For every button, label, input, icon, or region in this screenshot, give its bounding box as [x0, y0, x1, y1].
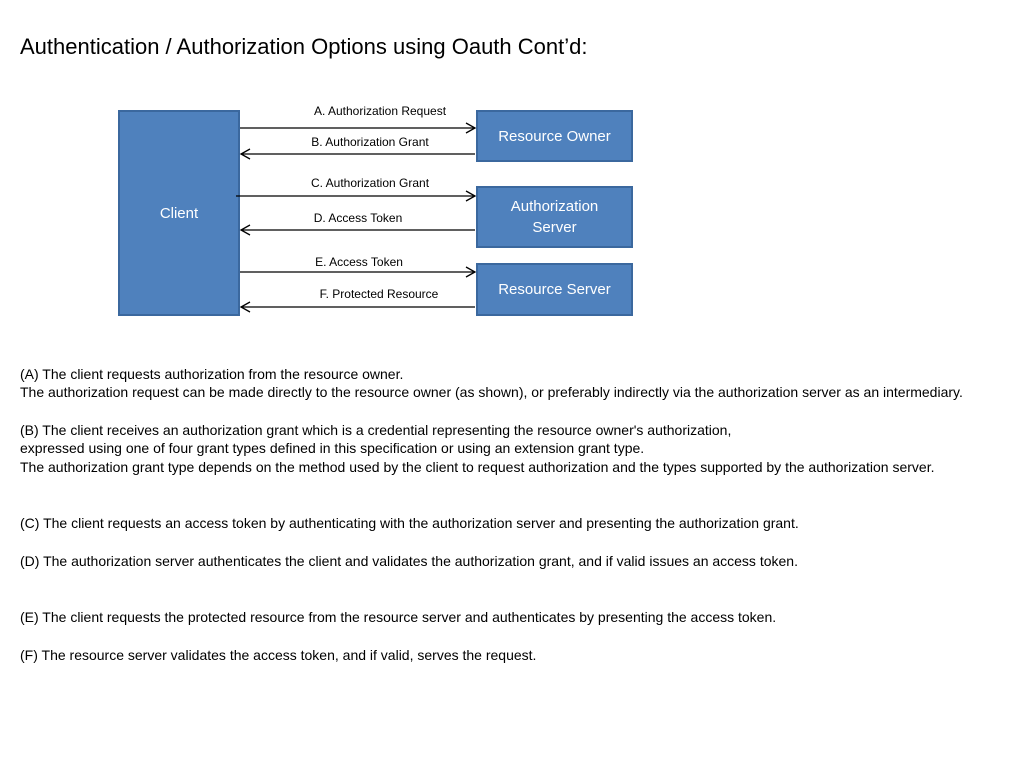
- step-b-line-3: The authorization grant type depends on the method used by the client to request authorization and the types supported by the authorization server.: [20, 459, 935, 475]
- step-a-line-1: (A) The client requests authorization from the resource owner.: [20, 366, 404, 382]
- resource-owner-label: Resource Owner: [498, 127, 611, 145]
- resource-server-label: Resource Server: [498, 281, 611, 298]
- arrow-d-label: D. Access Token: [313, 211, 403, 225]
- step-d-line: (D) The authorization server authenticates the client and validates the authorization grant, and if valid issues an access token.: [20, 553, 798, 569]
- step-c-line: (C) The client requests an access token by authenticating with the authorization server and presenting the authorization grant.: [20, 515, 799, 531]
- step-b-line-1: (B) The client receives an authorization grant which is a credential representing the resource owner's authorization,: [20, 422, 732, 438]
- client-label: Client: [159, 204, 199, 222]
- step-a-line-2: The authorization request can be made directly to the resource owner (as shown), or preferably indirectly via the authorization server as an intermediary.: [20, 384, 963, 400]
- step-e-line: (E) The client requests the protected resource from the resource server and authenticates by presenting the access token.: [20, 609, 777, 625]
- arrow-e-label: E. Access Token: [315, 255, 403, 269]
- arrow-c-label: C. Authorization Grant: [310, 176, 430, 190]
- step-b-line-2: expressed using one of four grant types defined in this specification or using an extension grant type.: [20, 440, 645, 456]
- page-title: Authentication / Authorization Options using Oauth Cont’d:: [20, 34, 588, 59]
- arrow-a-label: A. Authorization Request: [313, 104, 447, 118]
- step-f-line: (F) The resource server validates the access token, and if valid, serves the request.: [20, 647, 537, 663]
- arrow-b-label: B. Authorization Grant: [311, 135, 429, 149]
- arrow-f-label: F. Protected Resource: [319, 287, 439, 301]
- authorization-server-label: Authorization Server: [510, 198, 599, 236]
